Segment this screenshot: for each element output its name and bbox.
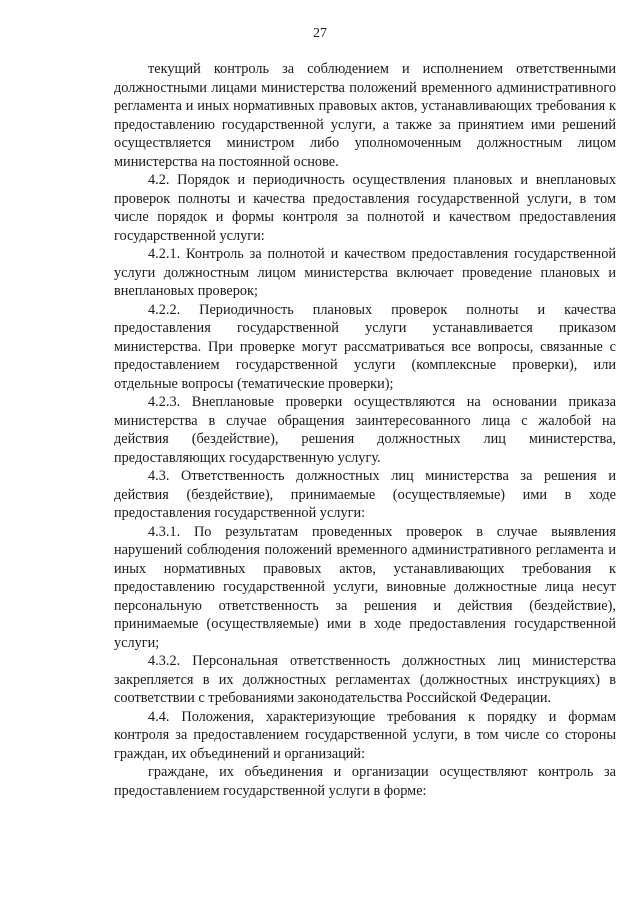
paragraph-4-2-3: 4.2.3. Внеплановые проверки осуществляются на основании приказа министерства в случае обращения заинтересованного лица с жалобой на действия (бездействие), решения должностных лиц министерства, предоставляющих государственную услугу. [114,394,616,466]
document-body [114,60,616,800]
paragraph-4-3-1: 4.3.1. По результатам проведенных проверок в случае выявления нарушений соблюдения положений временного административного регламента и иных нормативных правовых актов, устанавливающих требования к предоставлению государственной услуги, виновные должностные лица несут персональную ответственность за решения и действия (бездействие), принимаемые (осуществляемые) ими в ходе предоставления государственной услуги; [114,523,616,651]
paragraph-4-2-2: 4.2.2. Периодичность плановых проверок полноты и качества предоставления государственной услуги устанавливается приказом министерства. При проверке могут рассматриваться все вопросы, связанные с предоставлением государственной услуги (комплексные проверки), или отдельные вопросы (тематические проверки); [114,301,616,392]
paragraph-4-3: 4.3. Ответственность должностных лиц министерства за решения и действия (бездействие), принимаемые (осуществляемые) ими в ходе предоставления государственной услуги: [114,468,616,521]
paragraph-4-4: 4.4. Положения, характеризующие требования к порядку и формам контроля за предоставлением государственной услуги, в том числе со стороны граждан, их объединений и организаций: [114,708,616,762]
paragraph-citizens-control: граждане, их объединения и организации осуществляют контроль за предоставлением государственной услуги в форме: [114,764,616,799]
paragraph-4-2: 4.2. Порядок и периодичность осуществления плановых и внеплановых проверок полноты и качества предоставления государственной услуги, в том числе порядок и формы контроля за полнотой и качеством предоставления государственной услуги: [114,172,616,244]
paragraph-intro: текущий контроль за соблюдением и исполнением ответственными должностными лицами министерства положений временного административного регламента и иных нормативных правовых актов, устанавливающих требования к предоставлению государственной услуги, а также за принятием ими решений осуществляется министром либо уполномоченным должностным лицом министерства на постоянной основе. [114,61,616,170]
page-number: 27 [313,26,327,41]
paragraph-4-3-2: 4.3.2. Персональная ответственность должностных лиц министерства закрепляется в их должностных регламентах (должностных инструкциях) в соответствии с требованиями законодательства Российской Федерации. [114,653,616,706]
paragraph-4-2-1: 4.2.1. Контроль за полнотой и качеством предоставления государственной услуги должностным лицом министерства включает проведение плановых и внеплановых проверок; [114,246,616,299]
